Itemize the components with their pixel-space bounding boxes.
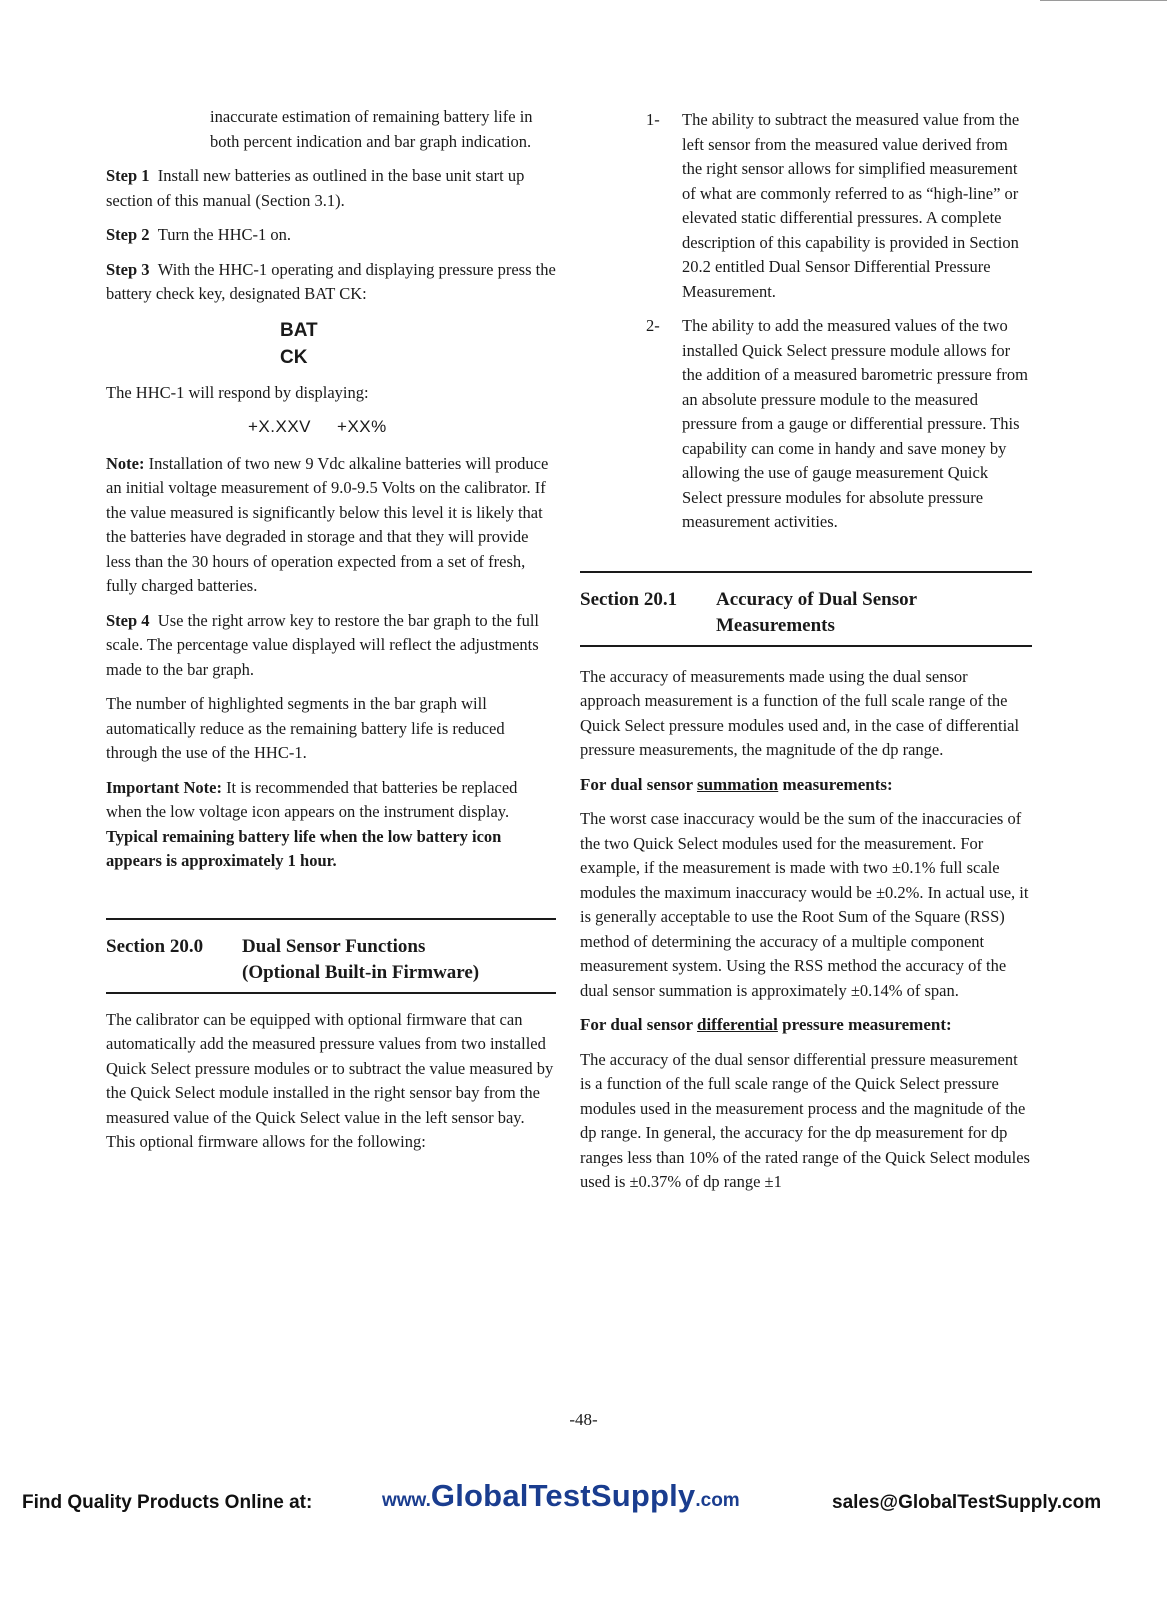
note-paragraph [106,452,556,599]
footer-tagline: Find Quality Products Online at: [22,1492,313,1513]
differential-subheading [580,1013,1032,1038]
summation-text: The worst case inaccuracy would be the sum of the inaccuracies of the two Quick Select modules used for the measurement. For example, if the measurement is made with two ±0.1% full scale modules the maximum inaccuracy would be ±0.2%. In actual use, it is generally acceptable to use the Root Sum of the Square (RSS) method of determining the accuracy of a multiple component measurement system. Using the RSS method the accuracy of the dual sensor summation is approximately ±0.14% of span. [580,809,1029,1000]
footer-website-link[interactable] [382,1478,740,1514]
summation-subheading-post: measurements: [782,774,893,794]
section-20-1-title-line-2: Measurements [716,614,835,636]
footer-www: www. [382,1490,431,1511]
section-20-1-number: Section 20.1 [580,588,678,610]
step-1-label: Step 1 [106,166,150,185]
list-item-1 [648,108,1032,304]
intro-text: inaccurate estimation of remaining battery life in both percent indication and bar graph indication. [210,107,533,151]
differential-text: The accuracy of the dual sensor differential pressure measurement is a function of the full scale range of the Quick Select pressure modules used in the measurement process and the magnitude of the dp range. In general, the accuracy for the dp measurement for dp ranges less than 10% of the rated range of the Quick Select modules used is ±0.37% of dp range ±1 [580,1049,1030,1191]
page-number: -48- [569,1410,598,1429]
list-item-2-text: The ability to add the measured values of the two installed Quick Select pressure module allows for the addition of a measured barometric pressure from an absolute pressure module to the measured pressure from a gauge or differential pressure. This capability can come in handy and save money by allowing the use of gauge measurement Quick Select pressure modules for absolute pressure measurement activities. [682,316,1028,531]
key-line-2: CK [280,346,308,368]
summation-subheading-pre: For dual sensor [580,774,693,794]
section-20-1-heading [580,587,1032,639]
right-column [580,108,1032,1205]
differential-subheading-pre: For dual sensor [580,1015,693,1034]
step-1 [106,164,556,213]
accuracy-text: The accuracy of measurements made using the dual sensor approach measurement is a function of the full scale range of the Quick Select pressure modules used and, in the case of differential pressure measurements, the magnitude of the dp range. [580,666,1020,759]
section-20-1-top-rule [580,571,1032,573]
bat-ck-key-display [280,317,556,371]
step-1-text: Install new batteries as outlined in the base unit start up section of this manual (Section 3.1). [106,166,525,210]
section-20-title-line-1: Dual Sensor Functions [242,935,426,957]
respond-text: The HHC-1 will respond by displaying: [106,382,369,402]
section-20-text: The calibrator can be equipped with optional firmware that can automatically add the measured pressure values from two installed Quick Select pressure modules or to subtract the value measured by the Quick Select module installed in the right sensor bay from the measured value of the Quick Select value in the left sensor bay. This optional firmware allows for the following: [106,1009,554,1151]
step-3-text: With the HHC-1 operating and displaying pressure press the battery check key, designated BAT CK: [106,259,556,303]
list-item-1-marker: 1- [646,110,660,129]
important-note [106,776,556,874]
section-20-title-line-2: (Optional Built-in Firmware) [242,961,480,983]
step-2 [106,223,556,248]
section-20-bottom-rule [106,992,556,994]
left-column [106,105,556,1165]
list-item-1-text: The ability to subtract the measured value from the left sensor from the measured value derived from the right sensor allows for simplified measurement of what are commonly referred to as “high-line” or elevated static differential pressures. A complete description of this capability is provided in Section 20.2 entitled Dual Sensor Differential Pressure Measurement. [682,110,1020,301]
step-4 [106,609,556,683]
step-2-label: Step 2 [106,225,150,244]
summation-subheading [580,773,1032,798]
step-2-text: Turn the HHC-1 on. [157,225,292,244]
footer [0,1478,1167,1528]
summation-subheading-underlined: summation [696,774,779,794]
top-edge-line [1040,0,1167,1]
important-bold-text: Typical remaining battery life when the low battery icon appears is approximately 1 hour. [106,826,502,870]
differential-subheading-post: pressure measurement: [782,1015,952,1034]
list-item-2 [648,314,1032,535]
step-4-text: Use the right arrow key to restore the bar graph to the full scale. The percentage value displayed will reflect the adjustments made to the bar graph. [106,610,540,679]
readout-voltage: +X.XXV [248,417,312,436]
display-readout [248,415,556,440]
footer-com: .com [695,1490,740,1511]
section-20-top-rule [106,918,556,920]
important-text: It is recommended that batteries be replaced when the low voltage icon appears on the instrument display. [106,777,518,821]
readout-percent: +XX% [337,417,387,436]
section-20-heading [106,934,556,986]
note-text: Installation of two new 9 Vdc alkaline batteries will produce an initial voltage measurement of 9.0-9.5 Volts on the calibrator. If the value measured is significantly below this level it is likely that the batteries have degraded in storage and that they will provide less than the 30 hours of operation expected from a set of fresh, fully charged batteries. [106,453,549,595]
segments-text: The number of highlighted segments in the bar graph will automatically reduce as the remaining battery life is reduced through the use of the HHC-1. [106,694,505,762]
footer-email-link[interactable]: sales@GlobalTestSupply.com [832,1492,1102,1513]
step-3 [106,258,556,307]
list-item-2-marker: 2- [646,316,660,335]
section-20-1-bottom-rule [580,645,1032,647]
section-20-1-title-line-1: Accuracy of Dual Sensor [716,588,918,610]
important-label: Important Note: [106,777,222,797]
step-3-label: Step 3 [106,259,150,279]
key-line-1: BAT [280,319,318,341]
step-4-label: Step 4 [106,610,150,630]
footer-brand: GlobalTestSupply [430,1478,696,1513]
differential-subheading-underlined: differential [696,1015,778,1034]
section-20-number: Section 20.0 [106,935,204,957]
note-label: Note: [106,453,145,473]
